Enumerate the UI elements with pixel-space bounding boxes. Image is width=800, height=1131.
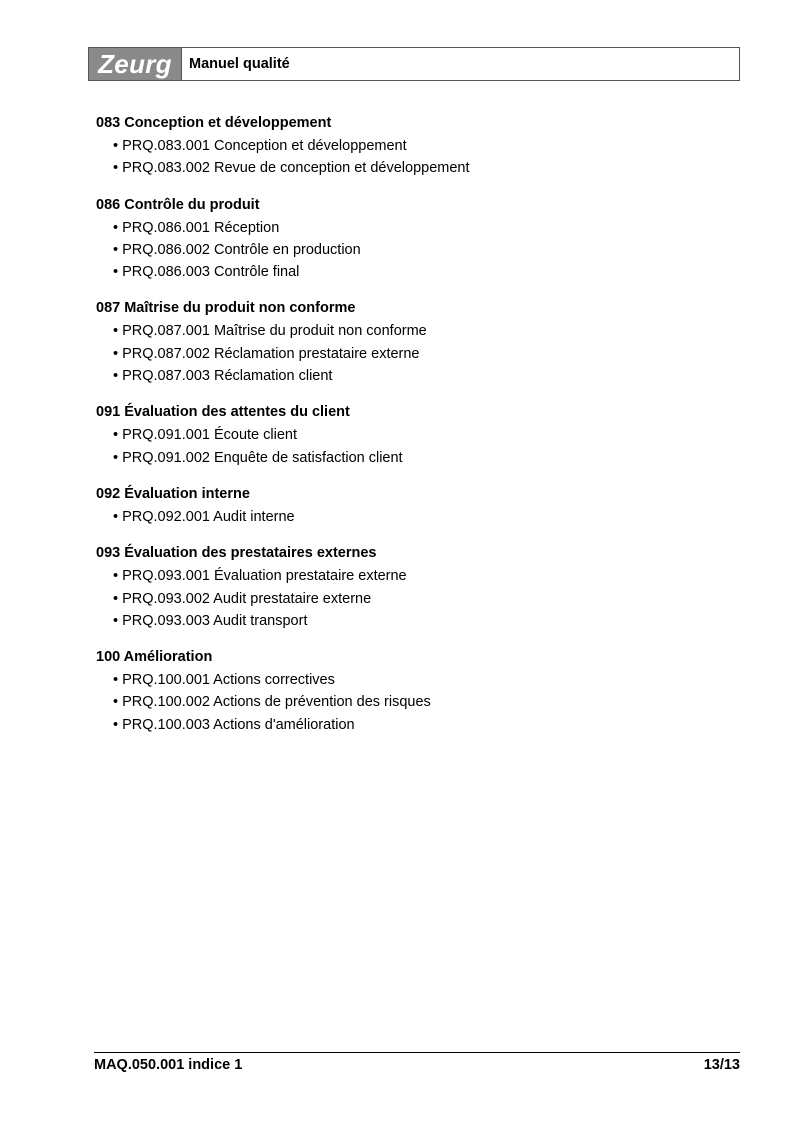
list-item bbox=[96, 320, 736, 342]
list-item bbox=[96, 261, 736, 283]
list-item bbox=[96, 343, 736, 365]
bullet-icon: • bbox=[113, 323, 119, 340]
procedure-label: PRQ.086.001 Réception bbox=[122, 219, 280, 236]
bullet-icon: • bbox=[113, 138, 119, 154]
bullet-icon: • bbox=[113, 716, 119, 733]
procedure-label: PRQ.083.001 Conception et développement bbox=[122, 138, 407, 154]
bullet-icon: • bbox=[113, 449, 119, 466]
section-title: 083 Conception et développement bbox=[96, 115, 332, 131]
bullet-icon: • bbox=[113, 694, 119, 711]
section bbox=[96, 196, 736, 284]
bullet-icon: • bbox=[113, 241, 119, 258]
list-item bbox=[96, 157, 736, 179]
bullet-icon: • bbox=[113, 368, 119, 385]
section-title: 086 Contrôle du produit bbox=[96, 196, 260, 213]
procedure-label: PRQ.086.003 Contrôle final bbox=[122, 264, 300, 281]
procedure-label: PRQ.087.001 Maîtrise du produit non conforme bbox=[122, 323, 427, 340]
procedure-label: PRQ.091.001 Écoute client bbox=[122, 427, 297, 444]
procedure-label: PRQ.087.003 Réclamation client bbox=[122, 368, 333, 385]
section bbox=[96, 114, 736, 180]
list-item bbox=[96, 610, 736, 632]
list-item bbox=[96, 424, 736, 446]
procedure-label: PRQ.086.002 Contrôle en production bbox=[122, 241, 361, 258]
list-item bbox=[96, 135, 736, 157]
bullet-icon: • bbox=[113, 264, 119, 281]
section-title: 092 Évaluation interne bbox=[96, 485, 250, 502]
section bbox=[96, 299, 736, 387]
procedure-label: PRQ.091.002 Enquête de satisfaction client bbox=[122, 449, 403, 466]
list-item bbox=[96, 365, 736, 387]
procedure-label: PRQ.100.001 Actions correctives bbox=[122, 672, 335, 689]
list-item bbox=[96, 669, 736, 691]
list-item bbox=[96, 447, 736, 469]
section-title: 091 Évaluation des attentes du client bbox=[96, 404, 350, 421]
list-item bbox=[96, 565, 736, 587]
list-item bbox=[96, 714, 736, 736]
list-item bbox=[96, 506, 736, 528]
list-item bbox=[96, 217, 736, 239]
bullet-icon: • bbox=[113, 590, 119, 607]
page-number: 13/13 bbox=[703, 1057, 740, 1073]
section bbox=[96, 485, 736, 528]
section bbox=[96, 403, 736, 469]
list-item bbox=[96, 239, 736, 261]
procedure-label: PRQ.083.002 Revue de conception et développement bbox=[122, 160, 470, 177]
section bbox=[96, 544, 736, 632]
list-item bbox=[96, 691, 736, 713]
procedure-label: PRQ.092.001 Audit interne bbox=[122, 508, 295, 525]
bullet-icon: • bbox=[113, 508, 119, 525]
bullet-icon: • bbox=[113, 612, 119, 629]
document-title: Manuel qualité bbox=[189, 56, 290, 72]
procedure-label: PRQ.100.002 Actions de prévention des risques bbox=[122, 694, 431, 711]
procedure-list bbox=[96, 114, 736, 752]
document-header bbox=[88, 47, 740, 81]
procedure-label: PRQ.093.003 Audit transport bbox=[122, 612, 308, 629]
procedure-label: PRQ.100.003 Actions d'amélioration bbox=[122, 716, 355, 733]
bullet-icon: • bbox=[113, 568, 119, 585]
bullet-icon: • bbox=[113, 345, 119, 362]
procedure-label: PRQ.087.002 Réclamation prestataire externe bbox=[122, 345, 420, 362]
section-title: 093 Évaluation des prestataires externes bbox=[96, 545, 377, 562]
page-footer bbox=[94, 1052, 740, 1073]
section-title: 100 Amélioration bbox=[96, 649, 213, 666]
company-logo: Zeurg bbox=[89, 48, 182, 80]
document-reference: MAQ.050.001 indice 1 bbox=[94, 1057, 243, 1073]
bullet-icon: • bbox=[113, 219, 119, 236]
procedure-label: PRQ.093.002 Audit prestataire externe bbox=[122, 590, 372, 607]
procedure-label: PRQ.093.001 Évaluation prestataire externe bbox=[122, 568, 407, 585]
bullet-icon: • bbox=[113, 160, 119, 177]
bullet-icon: • bbox=[113, 672, 119, 689]
section bbox=[96, 648, 736, 736]
list-item bbox=[96, 588, 736, 610]
bullet-icon: • bbox=[113, 427, 119, 444]
section-title: 087 Maîtrise du produit non conforme bbox=[96, 300, 356, 317]
